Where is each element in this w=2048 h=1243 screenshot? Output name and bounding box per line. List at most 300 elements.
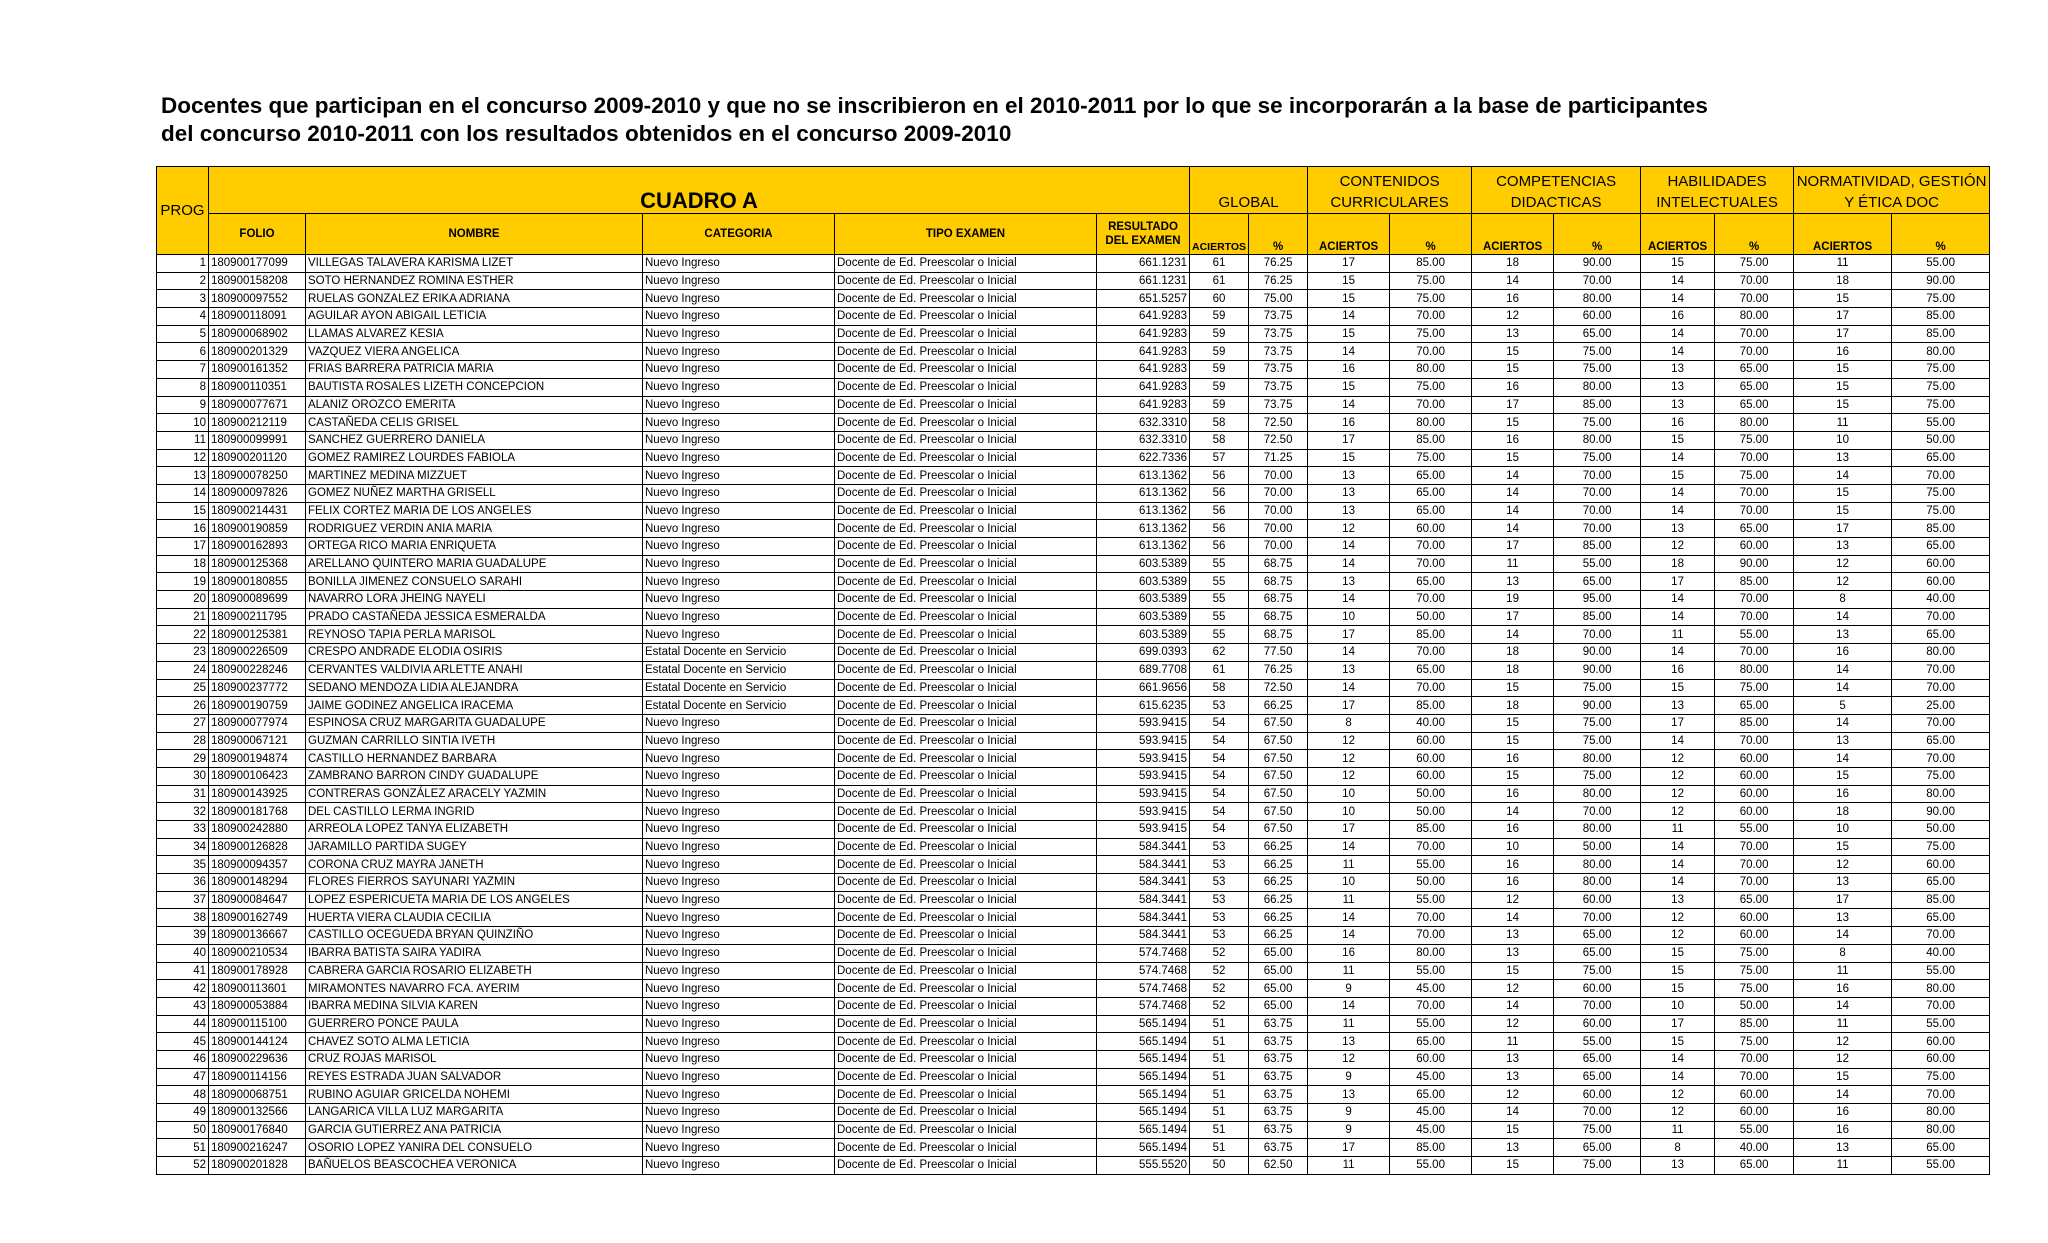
nombre-cell: ARREOLA LOPEZ TANYA ELIZABETH [306,821,643,839]
normatividad-pct-cell: 80.00 [1892,1121,1990,1139]
global-aciertos-cell: 59 [1190,361,1249,379]
normatividad-pct-cell: 70.00 [1892,1086,1990,1104]
competencias-header: COMPETENCIAS DIDACTICAS [1472,167,1641,214]
categoria-cell: Nuevo Ingreso [643,538,835,556]
contenidos-aciertos-cell: 15 [1308,449,1390,467]
competencias-pct-cell: 70.00 [1554,997,1641,1015]
folio-cell: 180900068902 [209,325,306,343]
contenidos-aciertos-header: ACIERTOS [1308,214,1390,255]
contenidos-pct-cell: 75.00 [1390,449,1472,467]
resultado-cell: 593.9415 [1097,803,1190,821]
global-pct-cell: 63.75 [1249,1015,1308,1033]
habilidades-aciertos-cell: 13 [1641,378,1715,396]
title-line-1: Docentes que participan en el concurso 2009-2010 y que no se inscribieron en el 2010-2011 por lo que se incorporarán a la base de participantes [161,93,1708,118]
global-pct-cell: 70.00 [1249,502,1308,520]
competencias-pct-cell: 85.00 [1554,608,1641,626]
global-aciertos-cell: 59 [1190,343,1249,361]
folio-header: FOLIO [209,214,306,255]
resultado-header: RESULTADO DEL EXAMEN [1097,214,1190,255]
normatividad-pct-cell: 85.00 [1892,325,1990,343]
global-aciertos-cell: 51 [1190,1121,1249,1139]
global-aciertos-cell: 55 [1190,626,1249,644]
prog-cell: 18 [157,555,209,573]
global-pct-cell: 68.75 [1249,555,1308,573]
nombre-cell: BAÑUELOS BEASCOCHEA VERONICA [306,1157,643,1175]
folio-cell: 180900212119 [209,414,306,432]
categoria-cell: Nuevo Ingreso [643,414,835,432]
tipo-examen-cell: Docente de Ed. Preescolar o Inicial [835,661,1097,679]
contenidos-aciertos-cell: 15 [1308,378,1390,396]
global-pct-cell: 72.50 [1249,679,1308,697]
nombre-cell: JARAMILLO PARTIDA SUGEY [306,838,643,856]
competencias-aciertos-cell: 15 [1472,962,1554,980]
normatividad-pct-cell: 70.00 [1892,997,1990,1015]
competencias-pct-cell: 60.00 [1554,980,1641,998]
habilidades-aciertos-cell: 14 [1641,449,1715,467]
tipo-examen-cell: Docente de Ed. Preescolar o Inicial [835,803,1097,821]
tipo-examen-cell: Docente de Ed. Preescolar o Inicial [835,1068,1097,1086]
contenidos-aciertos-cell: 16 [1308,414,1390,432]
normatividad-pct-cell: 55.00 [1892,962,1990,980]
competencias-aciertos-cell: 14 [1472,484,1554,502]
global-pct-cell: 72.50 [1249,431,1308,449]
categoria-cell: Nuevo Ingreso [643,378,835,396]
habilidades-aciertos-cell: 15 [1641,679,1715,697]
contenidos-aciertos-cell: 17 [1308,431,1390,449]
categoria-cell: Nuevo Ingreso [643,431,835,449]
normatividad-pct-cell: 75.00 [1892,502,1990,520]
habilidades-pct-cell: 70.00 [1715,838,1794,856]
tipo-examen-cell: Docente de Ed. Preescolar o Inicial [835,626,1097,644]
resultado-cell: 603.5389 [1097,555,1190,573]
resultado-cell: 632.3310 [1097,431,1190,449]
results-table [156,166,1990,1175]
resultado-cell: 641.9283 [1097,325,1190,343]
contenidos-pct-cell: 55.00 [1390,856,1472,874]
categoria-cell: Nuevo Ingreso [643,573,835,591]
normatividad-aciertos-cell: 16 [1794,644,1892,662]
prog-cell: 46 [157,1050,209,1068]
normatividad-pct-cell: 70.00 [1892,714,1990,732]
global-pct-cell: 73.75 [1249,396,1308,414]
contenidos-pct-cell: 60.00 [1390,1050,1472,1068]
resultado-cell: 641.9283 [1097,396,1190,414]
categoria-cell: Nuevo Ingreso [643,909,835,927]
competencias-pct-cell: 80.00 [1554,750,1641,768]
nombre-cell: ESPINOSA CRUZ MARGARITA GUADALUPE [306,714,643,732]
habilidades-aciertos-cell: 15 [1641,467,1715,485]
prog-cell: 17 [157,538,209,556]
folio-cell: 180900106423 [209,767,306,785]
categoria-cell: Nuevo Ingreso [643,732,835,750]
resultado-cell: 593.9415 [1097,714,1190,732]
categoria-cell: Nuevo Ingreso [643,1033,835,1051]
prog-cell: 43 [157,997,209,1015]
prog-cell: 51 [157,1139,209,1157]
normatividad-pct-cell: 65.00 [1892,538,1990,556]
competencias-pct-cell: 60.00 [1554,1015,1641,1033]
cuadro-header: CUADRO A [209,167,1190,214]
normatividad-pct-cell: 75.00 [1892,290,1990,308]
categoria-cell: Nuevo Ingreso [643,343,835,361]
global-pct-cell: 77.50 [1249,644,1308,662]
habilidades-aciertos-cell: 14 [1641,290,1715,308]
contenidos-pct-cell: 55.00 [1390,1015,1472,1033]
tipo-examen-cell: Docente de Ed. Preescolar o Inicial [835,821,1097,839]
nombre-cell: RUBINO AGUIAR GRICELDA NOHEMI [306,1086,643,1104]
tipo-examen-cell: Docente de Ed. Preescolar o Inicial [835,944,1097,962]
global-aciertos-cell: 60 [1190,290,1249,308]
global-aciertos-cell: 53 [1190,838,1249,856]
competencias-aciertos-cell: 16 [1472,856,1554,874]
categoria-cell: Nuevo Ingreso [643,803,835,821]
resultado-cell: 565.1494 [1097,1033,1190,1051]
tipo-examen-cell: Docente de Ed. Preescolar o Inicial [835,1104,1097,1122]
tipo-examen-cell: Docente de Ed. Preescolar o Inicial [835,1015,1097,1033]
habilidades-aciertos-cell: 16 [1641,661,1715,679]
table-row [157,591,1990,609]
global-aciertos-cell: 52 [1190,962,1249,980]
nombre-cell: GUZMAN CARRILLO SINTIA IVETH [306,732,643,750]
folio-cell: 180900115100 [209,1015,306,1033]
competencias-pct-cell: 60.00 [1554,1086,1641,1104]
nombre-cell: GOMEZ RAMIREZ LOURDES FABIOLA [306,449,643,467]
contenidos-pct-cell: 85.00 [1390,697,1472,715]
habilidades-aciertos-cell: 12 [1641,909,1715,927]
tipo-examen-cell: Docente de Ed. Preescolar o Inicial [835,785,1097,803]
contenidos-pct-cell: 50.00 [1390,803,1472,821]
habilidades-pct-cell: 65.00 [1715,361,1794,379]
normatividad-aciertos-cell: 13 [1794,909,1892,927]
nombre-cell: GARCIA GUTIERREZ ANA PATRICIA [306,1121,643,1139]
contenidos-pct-header: % [1390,214,1472,255]
table-row [157,909,1990,927]
prog-cell: 3 [157,290,209,308]
normatividad-aciertos-cell: 15 [1794,361,1892,379]
normatividad-pct-cell: 70.00 [1892,679,1990,697]
contenidos-pct-cell: 70.00 [1390,909,1472,927]
prog-cell: 31 [157,785,209,803]
categoria-cell: Nuevo Ingreso [643,255,835,273]
prog-cell: 14 [157,484,209,502]
competencias-aciertos-cell: 12 [1472,891,1554,909]
contenidos-aciertos-cell: 9 [1308,1121,1390,1139]
competencias-pct-cell: 70.00 [1554,803,1641,821]
normatividad-pct-cell: 85.00 [1892,308,1990,326]
contenidos-aciertos-cell: 13 [1308,661,1390,679]
prog-cell: 10 [157,414,209,432]
normatividad-pct-cell: 65.00 [1892,1139,1990,1157]
habilidades-pct-cell: 70.00 [1715,325,1794,343]
normatividad-pct-cell: 55.00 [1892,255,1990,273]
table-row [157,1050,1990,1068]
habilidades-aciertos-cell: 14 [1641,644,1715,662]
competencias-aciertos-cell: 16 [1472,431,1554,449]
prog-cell: 9 [157,396,209,414]
categoria-header: CATEGORIA [643,214,835,255]
folio-cell: 180900178928 [209,962,306,980]
categoria-cell: Nuevo Ingreso [643,1086,835,1104]
competencias-aciertos-cell: 15 [1472,361,1554,379]
global-aciertos-header: ACIERTOS [1190,214,1249,255]
categoria-cell: Estatal Docente en Servicio [643,644,835,662]
normatividad-aciertos-cell: 11 [1794,962,1892,980]
habilidades-pct-cell: 70.00 [1715,484,1794,502]
header-row-groups [157,167,1990,214]
habilidades-aciertos-cell: 14 [1641,1068,1715,1086]
contenidos-pct-cell: 85.00 [1390,431,1472,449]
habilidades-aciertos-cell: 14 [1641,1050,1715,1068]
habilidades-pct-cell: 65.00 [1715,1157,1794,1175]
resultado-cell: 613.1362 [1097,538,1190,556]
competencias-pct-cell: 75.00 [1554,1157,1641,1175]
competencias-pct-cell: 80.00 [1554,431,1641,449]
prog-cell: 50 [157,1121,209,1139]
normatividad-aciertos-cell: 11 [1794,255,1892,273]
normatividad-aciertos-cell: 15 [1794,396,1892,414]
tipo-examen-cell: Docente de Ed. Preescolar o Inicial [835,290,1097,308]
habilidades-aciertos-cell: 12 [1641,1104,1715,1122]
global-pct-cell: 70.00 [1249,538,1308,556]
habilidades-pct-cell: 75.00 [1715,980,1794,998]
nombre-cell: GUERRERO PONCE PAULA [306,1015,643,1033]
categoria-cell: Estatal Docente en Servicio [643,679,835,697]
resultado-cell: 574.7468 [1097,997,1190,1015]
habilidades-aciertos-cell: 13 [1641,520,1715,538]
habilidades-pct-cell: 60.00 [1715,1104,1794,1122]
table-row [157,484,1990,502]
normatividad-aciertos-cell: 8 [1794,944,1892,962]
categoria-cell: Nuevo Ingreso [643,944,835,962]
contenidos-aciertos-cell: 12 [1308,1050,1390,1068]
competencias-aciertos-cell: 12 [1472,980,1554,998]
competencias-aciertos-cell: 14 [1472,803,1554,821]
contenidos-aciertos-cell: 13 [1308,1033,1390,1051]
competencias-aciertos-cell: 16 [1472,378,1554,396]
competencias-pct-cell: 70.00 [1554,272,1641,290]
global-pct-cell: 63.75 [1249,1104,1308,1122]
prog-cell: 22 [157,626,209,644]
normatividad-aciertos-cell: 11 [1794,1157,1892,1175]
global-aciertos-cell: 61 [1190,272,1249,290]
folio-cell: 180900181768 [209,803,306,821]
resultado-cell: 584.3441 [1097,856,1190,874]
nombre-cell: ORTEGA RICO MARIA ENRIQUETA [306,538,643,556]
prog-cell: 24 [157,661,209,679]
global-aciertos-cell: 55 [1190,608,1249,626]
tipo-examen-cell: Docente de Ed. Preescolar o Inicial [835,838,1097,856]
tipo-examen-cell: Docente de Ed. Preescolar o Inicial [835,644,1097,662]
normatividad-aciertos-cell: 17 [1794,891,1892,909]
global-pct-cell: 62.50 [1249,1157,1308,1175]
competencias-aciertos-cell: 13 [1472,1050,1554,1068]
nombre-cell: CORONA CRUZ MAYRA JANETH [306,856,643,874]
habilidades-aciertos-cell: 8 [1641,1139,1715,1157]
resultado-cell: 613.1362 [1097,502,1190,520]
normatividad-aciertos-cell: 18 [1794,803,1892,821]
tipo-examen-cell: Docente de Ed. Preescolar o Inicial [835,591,1097,609]
contenidos-aciertos-cell: 14 [1308,644,1390,662]
global-pct-cell: 65.00 [1249,997,1308,1015]
global-aciertos-cell: 53 [1190,874,1249,892]
competencias-pct-cell: 80.00 [1554,785,1641,803]
competencias-aciertos-cell: 15 [1472,449,1554,467]
categoria-cell: Nuevo Ingreso [643,1157,835,1175]
habilidades-aciertos-cell: 16 [1641,308,1715,326]
table-row [157,997,1990,1015]
categoria-cell: Nuevo Ingreso [643,750,835,768]
habilidades-aciertos-cell: 12 [1641,927,1715,945]
nombre-cell: CONTRERAS GONZÁLEZ ARACELY YAZMIN [306,785,643,803]
prog-cell: 23 [157,644,209,662]
categoria-cell: Nuevo Ingreso [643,520,835,538]
habilidades-aciertos-cell: 13 [1641,361,1715,379]
habilidades-aciertos-cell: 17 [1641,573,1715,591]
global-pct-header: % [1249,214,1308,255]
normatividad-pct-cell: 70.00 [1892,750,1990,768]
normatividad-pct-cell: 75.00 [1892,396,1990,414]
global-aciertos-cell: 59 [1190,378,1249,396]
categoria-cell: Nuevo Ingreso [643,325,835,343]
table-row [157,697,1990,715]
contenidos-pct-cell: 60.00 [1390,750,1472,768]
competencias-pct-cell: 90.00 [1554,661,1641,679]
table-row [157,661,1990,679]
normatividad-pct-cell: 60.00 [1892,573,1990,591]
contenidos-pct-cell: 50.00 [1390,608,1472,626]
contenidos-pct-cell: 75.00 [1390,325,1472,343]
habilidades-pct-cell: 60.00 [1715,538,1794,556]
tipo-examen-cell: Docente de Ed. Preescolar o Inicial [835,750,1097,768]
normatividad-pct-cell: 80.00 [1892,785,1990,803]
contenidos-aciertos-cell: 16 [1308,944,1390,962]
normatividad-pct-cell: 90.00 [1892,803,1990,821]
competencias-pct-cell: 55.00 [1554,555,1641,573]
categoria-cell: Nuevo Ingreso [643,891,835,909]
competencias-pct-cell: 70.00 [1554,626,1641,644]
competencias-pct-cell: 75.00 [1554,1121,1641,1139]
resultado-cell: 565.1494 [1097,1068,1190,1086]
nombre-cell: LOPEZ ESPERICUETA MARIA DE LOS ANGELES [306,891,643,909]
contenidos-aciertos-cell: 10 [1308,608,1390,626]
normatividad-pct-cell: 90.00 [1892,272,1990,290]
normatividad-aciertos-cell: 15 [1794,484,1892,502]
global-pct-cell: 63.75 [1249,1050,1308,1068]
contenidos-pct-cell: 70.00 [1390,396,1472,414]
normatividad-pct-cell: 75.00 [1892,767,1990,785]
folio-cell: 180900190859 [209,520,306,538]
contenidos-aciertos-cell: 8 [1308,714,1390,732]
normatividad-pct-cell: 80.00 [1892,343,1990,361]
categoria-cell: Nuevo Ingreso [643,1015,835,1033]
habilidades-aciertos-cell: 14 [1641,856,1715,874]
contenidos-pct-cell: 75.00 [1390,272,1472,290]
global-aciertos-cell: 54 [1190,714,1249,732]
competencias-aciertos-cell: 13 [1472,927,1554,945]
competencias-pct-cell: 80.00 [1554,821,1641,839]
competencias-aciertos-cell: 14 [1472,272,1554,290]
contenidos-pct-cell: 40.00 [1390,714,1472,732]
table-row [157,431,1990,449]
normatividad-aciertos-cell: 13 [1794,449,1892,467]
folio-cell: 180900099991 [209,431,306,449]
habilidades-pct-cell: 70.00 [1715,608,1794,626]
contenidos-aciertos-cell: 10 [1308,803,1390,821]
competencias-pct-cell: 75.00 [1554,962,1641,980]
normatividad-pct-cell: 75.00 [1892,484,1990,502]
resultado-cell: 593.9415 [1097,750,1190,768]
normatividad-pct-cell: 80.00 [1892,644,1990,662]
prog-cell: 47 [157,1068,209,1086]
prog-cell: 36 [157,874,209,892]
folio-cell: 180900114156 [209,1068,306,1086]
habilidades-aciertos-cell: 15 [1641,255,1715,273]
folio-cell: 180900214431 [209,502,306,520]
nombre-cell: VILLEGAS TALAVERA KARISMA LIZET [306,255,643,273]
folio-cell: 180900201120 [209,449,306,467]
folio-cell: 180900126828 [209,838,306,856]
habilidades-aciertos-cell: 11 [1641,1121,1715,1139]
nombre-cell: NAVARRO LORA JHEING NAYELI [306,591,643,609]
contenidos-pct-cell: 65.00 [1390,484,1472,502]
resultado-cell: 622.7336 [1097,449,1190,467]
contenidos-pct-cell: 80.00 [1390,361,1472,379]
normatividad-aciertos-cell: 12 [1794,573,1892,591]
contenidos-aciertos-cell: 14 [1308,838,1390,856]
normatividad-pct-cell: 85.00 [1892,891,1990,909]
nombre-cell: CASTILLO HERNANDEZ BARBARA [306,750,643,768]
normatividad-pct-cell: 65.00 [1892,449,1990,467]
global-pct-cell: 73.75 [1249,378,1308,396]
nombre-cell: HUERTA VIERA CLAUDIA CECILIA [306,909,643,927]
tipo-examen-cell: Docente de Ed. Preescolar o Inicial [835,255,1097,273]
global-pct-cell: 68.75 [1249,591,1308,609]
table-row [157,538,1990,556]
table-row [157,962,1990,980]
tipo-examen-cell: Docente de Ed. Preescolar o Inicial [835,927,1097,945]
global-pct-cell: 67.50 [1249,767,1308,785]
global-header: GLOBAL [1190,167,1308,214]
prog-cell: 11 [157,431,209,449]
contenidos-aciertos-cell: 12 [1308,732,1390,750]
resultado-cell: 661.1231 [1097,272,1190,290]
prog-cell: 2 [157,272,209,290]
habilidades-aciertos-cell: 12 [1641,1086,1715,1104]
global-pct-cell: 73.75 [1249,325,1308,343]
nombre-cell: RUELAS GONZALEZ ERIKA ADRIANA [306,290,643,308]
table-row [157,644,1990,662]
habilidades-pct-cell: 70.00 [1715,272,1794,290]
competencias-aciertos-cell: 17 [1472,538,1554,556]
categoria-cell: Nuevo Ingreso [643,785,835,803]
folio-cell: 180900077974 [209,714,306,732]
global-aciertos-cell: 52 [1190,980,1249,998]
habilidades-aciertos-cell: 14 [1641,838,1715,856]
nombre-cell: CRUZ ROJAS MARISOL [306,1050,643,1068]
nombre-cell: FELIX CORTEZ MARIA DE LOS ANGELES [306,502,643,520]
contenidos-aciertos-cell: 14 [1308,997,1390,1015]
categoria-cell: Nuevo Ingreso [643,714,835,732]
global-aciertos-cell: 54 [1190,785,1249,803]
normatividad-header: NORMATIVIDAD, GESTIÓN Y ÉTICA DOC [1794,167,1990,214]
table-row [157,449,1990,467]
table-row [157,1068,1990,1086]
prog-cell: 48 [157,1086,209,1104]
contenidos-aciertos-cell: 13 [1308,1086,1390,1104]
normatividad-aciertos-cell: 13 [1794,538,1892,556]
habilidades-aciertos-cell: 12 [1641,803,1715,821]
categoria-cell: Nuevo Ingreso [643,290,835,308]
